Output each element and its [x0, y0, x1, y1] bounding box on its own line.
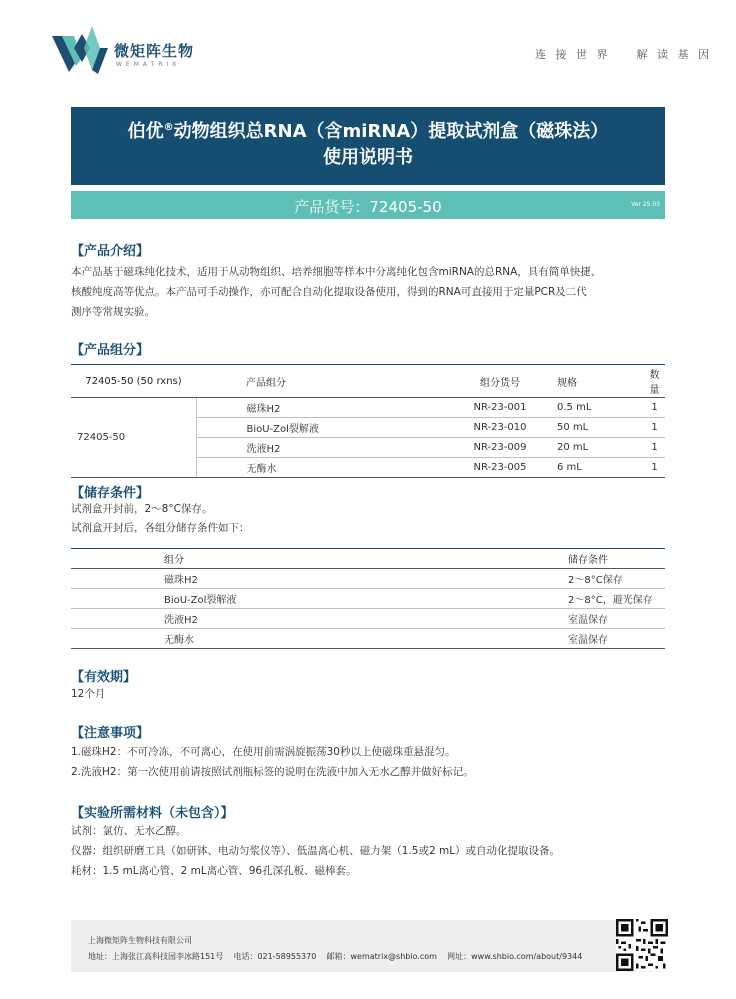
intro-heading: 【产品介绍】: [71, 244, 150, 259]
brand-name-cn: 微矩阵生物: [114, 42, 195, 60]
component-name: 洗液H2: [196, 438, 447, 458]
storage-heading: 【储存条件】: [71, 486, 150, 501]
intro-line: 核酸纯度高等优点。本产品可手动操作，亦可配合自动化提取设备使用，得到的RNA可直接用于定量PCR及二代: [71, 286, 587, 298]
component-part-number: NR-23-009: [447, 438, 553, 458]
contact-info: 地址：上海张江高科技园李冰路151号 电话：021-58955370 邮箱：wematrix@shbio.com 网址：www.shbio.com/about/9344: [88, 952, 583, 961]
col-component: 组分: [71, 549, 465, 569]
component-quantity: 1: [644, 398, 665, 418]
col-component: 产品组分: [196, 365, 447, 398]
company-name: 上海微矩阵生物科技有限公司: [88, 936, 192, 945]
materials-heading: 【实验所需材料（未包含）】: [71, 806, 234, 821]
component-part-number: NR-23-001: [447, 398, 553, 418]
component-spec: 50 mL: [553, 418, 644, 438]
qr-code-icon: [616, 919, 668, 971]
table-row: [71, 609, 665, 629]
storage-component: BioU-Zol裂解液: [71, 589, 465, 609]
storage-condition: 2～8°C保存: [465, 569, 665, 589]
col-part-number: 组分货号: [447, 365, 553, 398]
storage-after-open: 试剂盒开封后，各组分储存条件如下：: [71, 522, 250, 534]
validity-heading: 【有效期】: [71, 670, 137, 685]
table-header-row: [71, 365, 665, 398]
component-spec: 0.5 mL: [553, 398, 644, 418]
notes-text: [71, 742, 671, 782]
materials-text: [71, 821, 671, 881]
component-spec: 20 mL: [553, 438, 644, 458]
component-name: 磁珠H2: [196, 398, 447, 418]
storage-table: [71, 548, 665, 649]
components-heading: 【产品组分】: [71, 343, 150, 358]
table-row: [71, 398, 665, 418]
title-band: [71, 107, 665, 185]
component-part-number: NR-23-010: [447, 418, 553, 438]
component-spec: 6 mL: [553, 458, 644, 478]
storage-condition: 室温保存: [465, 609, 665, 629]
storage-condition: 室温保存: [465, 629, 665, 649]
component-quantity: 1: [644, 438, 665, 458]
slogan: 连 接 世 界 解 读 基 因: [535, 48, 712, 61]
component-quantity: 1: [644, 458, 665, 478]
material-line: 试剂：氯仿、无水乙醇。: [71, 825, 187, 837]
storage-component: 洗液H2: [71, 609, 465, 629]
table-row: [71, 629, 665, 649]
version-label: Ver 25.03: [631, 201, 660, 208]
storage-component: 无酶水: [71, 629, 465, 649]
intro-text: [71, 262, 671, 322]
table-row: [71, 569, 665, 589]
component-quantity: 1: [644, 418, 665, 438]
intro-line: 本产品基于磁珠纯化技术，适用于从动物组织、培养细胞等样本中分离纯化包含miRNA的总RNA，具有简单快捷、: [71, 266, 602, 278]
note-line: 1.磁珠H2：不可冷冻，不可离心，在使用前需涡旋振荡30秒以上使磁珠重悬混匀。: [71, 746, 456, 758]
document-title: 伯优®动物组织总RNA（含miRNA）提取试剂盒（磁珠法）: [127, 121, 609, 142]
table-header-row: [71, 549, 665, 569]
col-spec: 规格: [553, 365, 644, 398]
material-line: 仪器：组织研磨工具（如研钵、电动匀浆仪等）、低温离心机、磁力架（1.5或2 mL）或自动化提取设备。: [71, 845, 561, 857]
col-storage-condition: 储存条件: [465, 549, 665, 569]
notes-heading: 【注意事项】: [71, 726, 150, 741]
table-row: [71, 589, 665, 609]
storage-condition: 2～8°C，避光保存: [465, 589, 665, 609]
col-quantity: 数量: [644, 365, 665, 398]
footer: [71, 920, 665, 972]
note-line: 2.洗液H2：第一次使用前请按照试剂瓶标签的说明在洗液中加入无水乙醇并做好标记。: [71, 766, 474, 778]
validity-text: 12个月: [71, 688, 106, 700]
document-subtitle: 使用说明书: [323, 147, 413, 168]
component-name: 无酶水: [196, 458, 447, 478]
component-name: BioU-Zol裂解液: [196, 418, 447, 438]
storage-before-open: 试剂盒开封前，2～8°C保存。: [71, 503, 213, 515]
storage-component: 磁珠H2: [71, 569, 465, 589]
catalog-number: 产品货号：72405-50: [294, 198, 442, 216]
col-kit: 72405-50 (50 rxns): [71, 365, 196, 398]
brand-name-en: WEMATRIX: [116, 61, 181, 68]
catalog-band: [71, 191, 665, 219]
kit-cell: 72405-50: [71, 398, 196, 478]
components-table: [71, 364, 665, 478]
material-line: 耗材：1.5 mL离心管、2 mL离心管、96孔深孔板、磁棒套。: [71, 865, 357, 877]
component-part-number: NR-23-005: [447, 458, 553, 478]
intro-line: 测序等常规实验。: [71, 306, 155, 318]
wematrix-logo-icon: [52, 26, 108, 76]
